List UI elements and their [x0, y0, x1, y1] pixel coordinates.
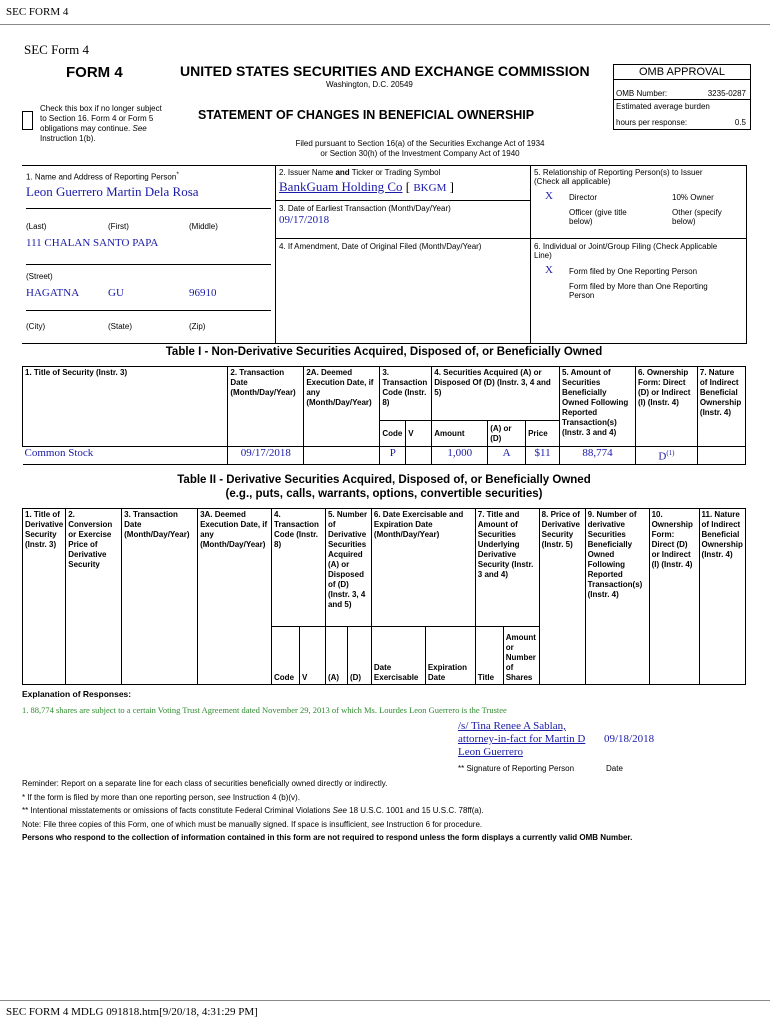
- statement-title: STATEMENT OF CHANGES IN BENEFICIAL OWNERSHIP: [198, 108, 535, 122]
- t1-h2: 2. Transaction Date (Month/Day/Year): [228, 367, 304, 447]
- t2-h3a: 3A. Deemed Execution Date, if any (Month/Day/Year): [198, 509, 272, 685]
- note-omb: Persons who respond to the collection of information contained in this form are not required to respond unless the form displays a currently valid OMB Number.: [22, 833, 633, 842]
- t2-v: V: [300, 627, 326, 685]
- street-label: (Street): [26, 272, 53, 281]
- reporting-person-name: Leon Guerrero Martin Dela Rosa: [26, 184, 199, 199]
- t1-code: Code: [380, 421, 406, 447]
- box2-label: 2. Issuer Name and Ticker or Trading Symbol: [279, 168, 441, 177]
- footer-notes: [22, 777, 752, 845]
- t1-row-date: 09/17/2018: [228, 447, 304, 465]
- t2-h11: 11. Nature of Indirect Beneficial Ownership (Instr. 4): [699, 509, 745, 685]
- t2-a: (A): [325, 627, 347, 685]
- t2-h10: 10. Ownership Form: Direct (D) or Indirect (I) (Instr. 4): [649, 509, 699, 685]
- explanation-1: 1. 88,774 shares are subject to a certain Voting Trust Agreement dated November 29, 2013 of which Ms. Lourdes Leon Guerrero is the Trustee: [22, 705, 507, 715]
- commission-title: UNITED STATES SECURITIES AND EXCHANGE COMMISSION: [180, 63, 590, 79]
- city-value: HAGATNA: [26, 287, 80, 299]
- one-person-x: X: [545, 264, 553, 276]
- signature-label: ** Signature of Reporting Person: [458, 764, 575, 773]
- t1-row-owned: 88,774: [560, 447, 636, 465]
- signature[interactable]: /s/ Tina Renee A Sablan, attorney-in-fact for Martin D Leon Guerrero: [458, 720, 586, 758]
- omb-hours: 0.5: [734, 118, 746, 127]
- t1-h2a: 2A. Deemed Execution Date, if any (Month/Day/Year): [304, 367, 380, 447]
- t1-h5: 5. Amount of Securities Beneficially Owned Following Reported Transaction(s) (Instr. 3 and 4): [560, 367, 636, 447]
- no-longer-subject-checkbox[interactable]: [22, 111, 33, 130]
- t2-title: Title: [475, 627, 503, 685]
- last-label: (Last): [26, 222, 47, 231]
- issuer-name[interactable]: BankGuam Holding Co: [279, 179, 403, 194]
- box6-label: 6. Individual or Joint/Group Filing (Check Applicable Line): [534, 242, 718, 260]
- zip-label: (Zip): [189, 322, 206, 331]
- t1-aord: (A) or (D): [488, 421, 526, 447]
- omb-hours-label: hours per response:: [616, 118, 688, 127]
- t2-h7: 7. Title and Amount of Securities Underlying Derivative Security (Instr. 3 and 4): [475, 509, 539, 627]
- director-x: X: [545, 190, 553, 202]
- other-label: Other (specify below): [672, 208, 722, 226]
- header-divider: [0, 24, 770, 25]
- t1-h7: 7. Nature of Indirect Beneficial Ownership (Instr. 4): [697, 367, 745, 447]
- ticker: BKGM: [413, 182, 447, 194]
- t2-h8: 8. Price of Derivative Security (Instr. 5): [539, 509, 585, 685]
- t1-amount: Amount: [432, 421, 488, 447]
- t2-h1: 1. Title of Derivative Security (Instr. 3): [23, 509, 66, 685]
- note-misstatements: ** Intentional misstatements or omissions of facts constitute Federal Criminal Violations See 18 U.S.C. 1001 and 15 U.S.C. 78ff(a).: [22, 806, 484, 815]
- t2-amount-shares: Amount or Number of Shares: [503, 627, 539, 685]
- t2-h3: 3. Transaction Date (Month/Day/Year): [122, 509, 198, 685]
- t1-price: Price: [526, 421, 560, 447]
- t1-row-aord: A: [488, 447, 526, 465]
- form-title: FORM 4: [66, 64, 123, 81]
- t1-h3: 3. Transaction Code (Instr. 8): [380, 367, 432, 421]
- table2-title: Table II - Derivative Securities Acquired, Disposed of, or Beneficially Owned (e.g., puts, calls, warrants, options, convertible securities): [177, 474, 591, 500]
- t1-row-title: Common Stock: [23, 447, 228, 465]
- table2: [22, 508, 746, 685]
- t2-code: Code: [272, 627, 300, 685]
- filed-pursuant: Filed pursuant to Section 16(a) of the Securities Exchange Act of 1934 or Section 30(h) of the Investment Company Act of 1940: [295, 139, 545, 158]
- omb-divider: [614, 99, 750, 100]
- t1-h1: 1. Title of Security (Instr. 3): [23, 367, 228, 447]
- explanation-label: Explanation of Responses:: [22, 689, 132, 699]
- state-value: GU: [108, 287, 124, 299]
- box1-label: 1. Name and Address of Reporting Person*: [26, 171, 179, 182]
- more-persons-label: Form filed by More than One Reporting Person: [569, 282, 708, 300]
- t2-h9: 9. Number of derivative Securities Beneficially Owned Following Reported Transaction(s) (Instr. 4): [585, 509, 649, 685]
- city-label: (City): [26, 322, 46, 331]
- date-label: Date: [606, 764, 623, 773]
- sec-form-label: SEC Form 4: [24, 42, 90, 57]
- officer-label: Officer (give title below): [569, 208, 627, 226]
- omb-number: 3235-0287: [707, 89, 746, 98]
- t2-date-exercisable: Date Exercisable: [371, 627, 425, 685]
- t2-d: (D): [347, 627, 371, 685]
- signature-date: 09/18/2018: [604, 733, 655, 745]
- box5-label: 5. Relationship of Reporting Person(s) to Issuer (Check all applicable): [534, 168, 703, 186]
- state-label: (State): [108, 322, 133, 331]
- t2-h2: 2. Conversion or Exercise Price of Derivative Security: [66, 509, 122, 685]
- note-reminder: Reminder: Report on a separate line for each class of securities beneficially owned directly or indirectly.: [22, 779, 388, 788]
- box3-label: 3. Date of Earliest Transaction (Month/Day/Year): [279, 204, 451, 213]
- t2-h4: 4. Transaction Code (Instr. 8): [272, 509, 326, 627]
- t1-row-form: $D^{(1)}$: [635, 447, 697, 465]
- check-box-text: Check this box if no longer subject to Section 16. Form 4 or Form 5 obligations may continue. See Instruction 1(b).: [40, 104, 162, 143]
- t2-h6: 6. Date Exercisable and Expiration Date (Month/Day/Year): [371, 509, 475, 627]
- omb-approval-box: [613, 64, 751, 130]
- note-multiple: * If the form is filed by more than one reporting person, see Instruction 4 (b)(v).: [22, 792, 300, 802]
- zip-value: 96910: [189, 287, 217, 299]
- table-row: [23, 447, 746, 465]
- table1-title: Table I - Non-Derivative Securities Acquired, Disposed of, or Beneficially Owned: [165, 346, 603, 358]
- omb-title: OMB APPROVAL: [614, 65, 750, 80]
- note-copies: Note: File three copies of this Form, one of which must be manually signed. If space is insufficient, see Instruction 6 for procedure.: [22, 819, 483, 829]
- first-label: (First): [108, 222, 129, 231]
- issuer-line: BankGuam Holding Co [ BKGM ]: [279, 179, 454, 194]
- earliest-transaction-date: 09/17/2018: [279, 214, 330, 226]
- t1-h4: 4. Securities Acquired (A) or Disposed Of (D) (Instr. 3, 4 and 5): [432, 367, 560, 421]
- t2-h5: 5. Number of Derivative Securities Acquired (A) or Disposed of (D) (Instr. 3, 4 and 5): [325, 509, 371, 627]
- t2-expiration: Expiration Date: [425, 627, 475, 685]
- ten-pct-owner-label: 10% Owner: [672, 193, 714, 202]
- t1-v: V: [406, 421, 432, 447]
- box4-label: 4. If Amendment, Date of Original Filed (Month/Day/Year): [279, 242, 482, 251]
- table1: [22, 366, 746, 465]
- browser-header: SEC FORM 4: [6, 6, 69, 18]
- street-value: 111 CHALAN SANTO PAPA: [26, 237, 159, 249]
- commission-location: Washington, D.C. 20549: [326, 80, 413, 89]
- t1-h6: 6. Ownership Form: Direct (D) or Indirect (I) (Instr. 4): [635, 367, 697, 447]
- omb-burden-label: Estimated average burden: [616, 102, 710, 111]
- t1-row-amount: 1,000: [432, 447, 488, 465]
- middle-label: (Middle): [189, 222, 218, 231]
- t1-row-code: P: [380, 447, 406, 465]
- browser-footer: SEC FORM 4 MDLG 091818.htm[9/20/18, 4:31:29 PM]: [6, 1006, 258, 1018]
- omb-number-label: OMB Number:: [616, 89, 668, 98]
- one-person-label: Form filed by One Reporting Person: [569, 267, 698, 276]
- t1-row-price: $11: [526, 447, 560, 465]
- director-label: Director: [569, 193, 598, 202]
